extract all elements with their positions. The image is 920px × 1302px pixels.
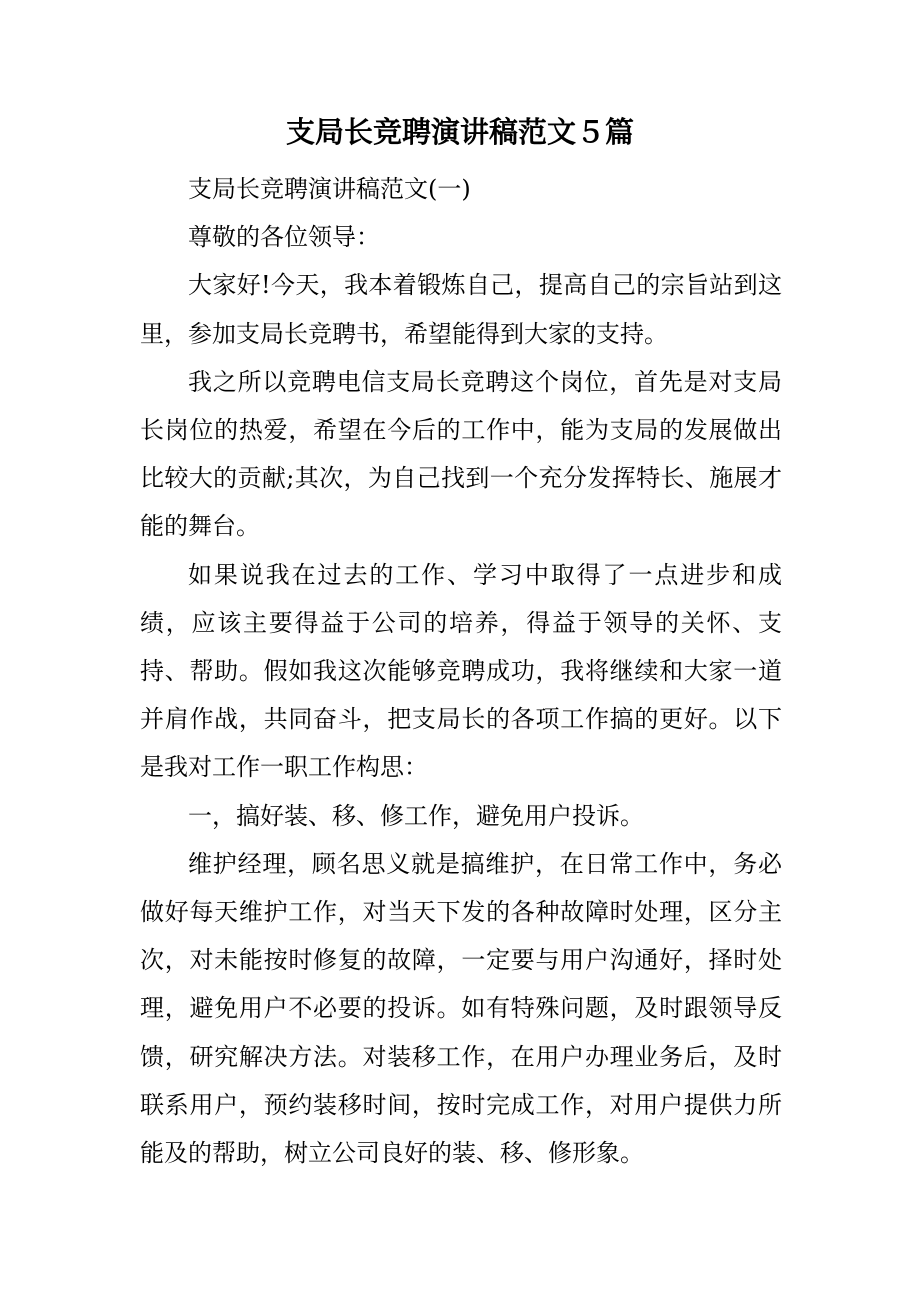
paragraph-achievements: 如果说我在过去的工作、学习中取得了一点进步和成绩，应该主要得益于公司的培养，得益于领导的关怀、支持、帮助。假如我这次能够竞聘成功，我将继续和大家一道并肩作战，共同奋斗，把支局长的各项工作搞的更好。以下是我对工作一职工作构思：: [140, 560, 782, 782]
paragraph-point-one: 一，搞好装、移、修工作，避免用户投诉。: [188, 801, 644, 830]
document-body: [140, 165, 782, 1177]
paragraph-section-heading: 支局长竞聘演讲稿范文(一): [188, 175, 471, 203]
paragraph-greeting: 大家好!今天，我本着锻炼自己，提高自己的宗旨站到这里，参加支局长竞聘书，希望能得到大家的支持。: [140, 271, 782, 348]
document-title: 支局长竞聘演讲稿范文５篇: [285, 115, 634, 149]
paragraph-motivation: 我之所以竞聘电信支局长竞聘这个岗位，首先是对支局长岗位的热爱，希望在今后的工作中，能为支局的发展做出比较大的贡献;其次，为自己找到一个充分发挥特长、施展才能的舞台。: [140, 367, 782, 541]
paragraph-maintenance: 维护经理，顾名思义就是搞维护，在日常工作中，务必做好每天维护工作，对当天下发的各种故障时处理，区分主次，对未能按时修复的故障，一定要与用户沟通好，择时处理，避免用户不必要的投诉。如有特殊问题，及时跟领导反馈，研究解决方法。对装移工作，在用户办理业务后，及时联系用户，预约装移时间，按时完成工作，对用户提供力所能及的帮助，树立公司良好的装、移、修形象。: [140, 849, 782, 1168]
paragraph-salutation: 尊敬的各位领导：: [188, 223, 380, 252]
